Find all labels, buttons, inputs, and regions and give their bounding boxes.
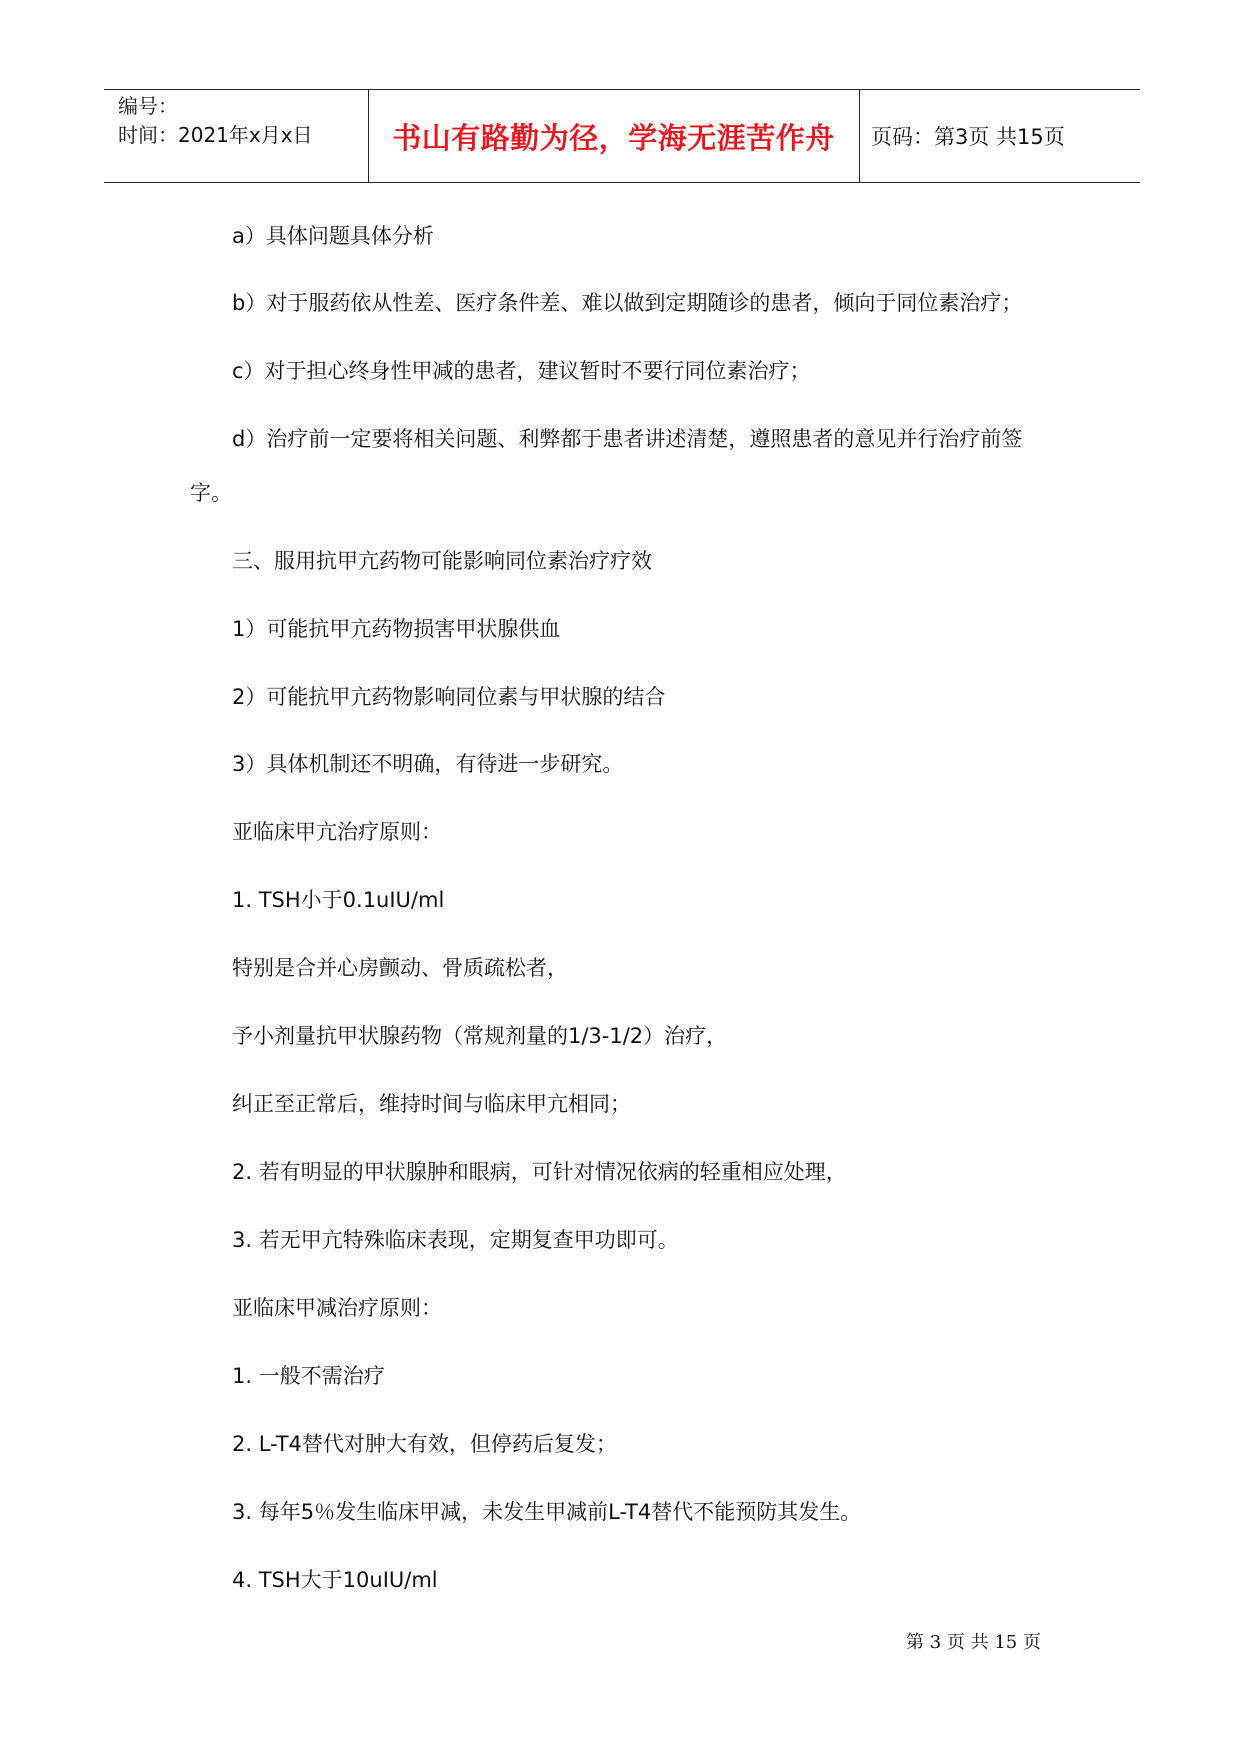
paragraph: 纠正至正常后，维持时间与临床甲亢相同； <box>232 1092 631 1116</box>
paragraph: 1. 一般不需治疗 <box>232 1364 385 1388</box>
paragraph: a）具体问题具体分析 <box>232 224 434 248</box>
paragraph: 特别是合并心房颤动、骨质疏松者， <box>232 956 568 980</box>
paragraph: b）对于服药依从性差、医疗条件差、难以做到定期随诊的患者，倾向于同位素治疗； <box>232 291 1023 315</box>
paragraph: 3）具体机制还不明确，有待进一步研究。 <box>232 752 624 776</box>
paragraph: 予小剂量抗甲状腺药物（常规剂量的1/3-1/2）治疗， <box>232 1024 728 1048</box>
header-meta <box>118 92 313 150</box>
paragraph: 2）可能抗甲亢药物影响同位素与甲状腺的结合 <box>232 685 666 709</box>
paragraph: 1. TSH小于0.1uIU/ml <box>232 888 445 912</box>
paragraph: 3. 每年5％发生临床甲减，未发生甲减前L-T4替代不能预防其发生。 <box>232 1500 862 1524</box>
paragraph: d）治疗前一定要将相关问题、利弊都于患者讲述清楚，遵照患者的意见并行治疗前签 <box>232 427 1023 451</box>
paragraph: 3. 若无甲亢特殊临床表现，定期复查甲功即可。 <box>232 1228 679 1252</box>
paragraph: 2. L-T4替代对肿大有效，但停药后复发； <box>232 1432 617 1456</box>
page-footer: 第 3 页 共 15 页 <box>906 1632 1041 1653</box>
paragraph: c）对于担心终身性甲减的患者，建议暂时不要行同位素治疗； <box>232 359 811 383</box>
page-header <box>104 89 1140 183</box>
paragraph: 4. TSH大于10uIU/ml <box>232 1568 438 1592</box>
paragraph: 1）可能抗甲亢药物损害甲状腺供血 <box>232 617 561 641</box>
document-number-label: 编号： <box>118 94 178 118</box>
header-page-number: 页码：第3页 共15页 <box>871 125 1065 149</box>
document-time-label: 时间：2021年x月x日 <box>118 123 313 147</box>
subheading: 亚临床甲减治疗原则： <box>232 1296 442 1320</box>
header-divider <box>859 90 860 182</box>
subheading: 亚临床甲亢治疗原则： <box>232 820 442 844</box>
header-motto: 书山有路勤为径，学海无涯苦作舟 <box>392 120 835 155</box>
paragraph-continuation: 字。 <box>190 481 232 505</box>
section-heading: 三、服用抗甲亢药物可能影响同位素治疗疗效 <box>232 549 652 573</box>
paragraph: 2. 若有明显的甲状腺肿和眼病，可针对情况依病的轻重相应处理， <box>232 1160 847 1184</box>
